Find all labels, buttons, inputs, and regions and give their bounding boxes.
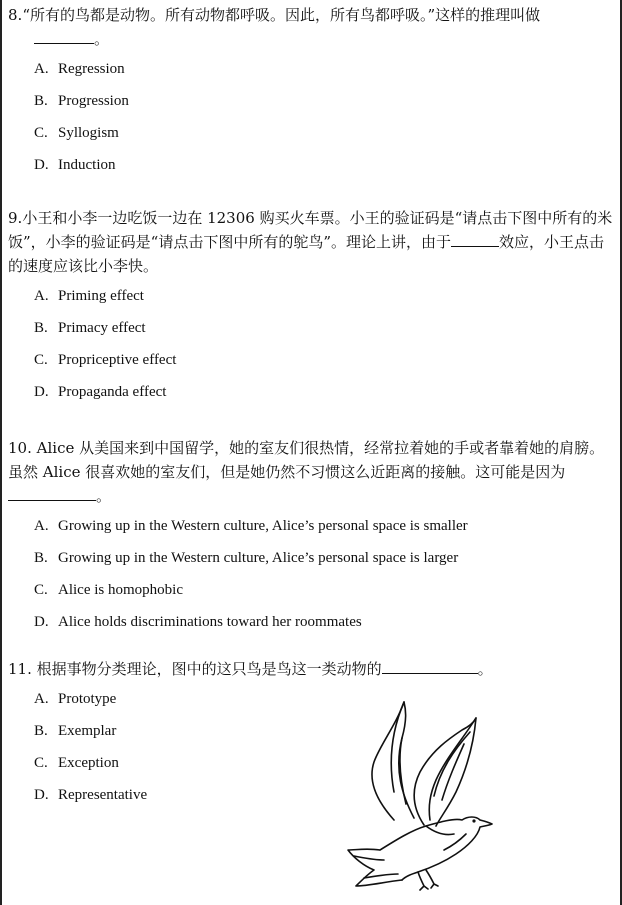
option-b[interactable] [8, 312, 614, 344]
option-text: Propaganda effect [58, 384, 167, 400]
question-number: 10. [8, 439, 32, 457]
option-text: Growing up in the Western culture, Alice’s personal space is smaller [58, 518, 468, 534]
option-text: Progression [58, 93, 129, 109]
option-text: Alice is homophobic [58, 582, 183, 598]
option-letter: C. [34, 352, 48, 368]
option-a[interactable] [8, 683, 614, 715]
option-letter: B. [34, 550, 48, 566]
options-list [8, 683, 614, 811]
option-a[interactable] [8, 280, 614, 312]
answer-blank[interactable] [451, 230, 499, 247]
stem-text: Alice 从美国来到中国留学，她的室友们很热情，经常拉着她的手或者靠着她的肩膀。虽然 Alice 很喜欢她的室友们，但是她仍然不习惯这么近距离的接触。这可能是因为 [8, 439, 605, 481]
question-number: 9. [8, 209, 23, 227]
option-d[interactable] [8, 606, 614, 638]
option-letter: B. [34, 723, 48, 739]
answer-blank[interactable] [34, 27, 94, 44]
option-text: Prototype [58, 691, 117, 707]
option-letter: D. [34, 787, 49, 803]
option-text: Representative [58, 787, 148, 803]
option-letter: D. [34, 384, 49, 400]
question-stem [8, 436, 614, 508]
option-letter: A. [34, 288, 49, 304]
option-letter: B. [34, 320, 48, 336]
question-number: 11. [8, 660, 32, 678]
option-letter: A. [34, 61, 49, 77]
dove-eye [472, 819, 475, 822]
option-b[interactable] [8, 542, 614, 574]
option-a[interactable] [8, 53, 614, 85]
option-d[interactable] [8, 149, 614, 181]
options-list [8, 510, 614, 638]
option-letter: D. [34, 157, 49, 173]
option-text: Induction [58, 157, 116, 173]
option-text: Regression [58, 61, 125, 77]
question-stem [8, 206, 614, 278]
option-a[interactable] [8, 510, 614, 542]
option-c[interactable] [8, 574, 614, 606]
option-text: Primacy effect [58, 320, 146, 336]
option-c[interactable] [8, 747, 614, 779]
stem-text-end: 效应，小王点击的速度应该比小李快。 [8, 233, 605, 275]
question-9 [8, 206, 614, 408]
stem-text: 小王和小李一边吃饭一边在 12306 购买火车票。小王的验证码是“请点击下图中所有的米饭”，小李的验证码是“请点击下图中所有的鸵鸟”。理论上讲，由于 [8, 209, 613, 251]
option-d[interactable] [8, 376, 614, 408]
stem-text-end: 。 [94, 30, 110, 48]
option-text: Exception [58, 755, 119, 771]
option-letter: D. [34, 614, 49, 630]
option-text: Alice holds discriminations toward her roommates [58, 614, 362, 630]
option-d[interactable] [8, 779, 614, 811]
option-c[interactable] [8, 344, 614, 376]
question-number: 8. [8, 6, 23, 24]
question-stem [8, 657, 614, 681]
stem-text: 根据事物分类理论，图中的这只鸟是鸟这一类动物的 [36, 660, 382, 678]
option-text: Syllogism [58, 125, 119, 141]
question-11 [8, 657, 614, 811]
option-letter: C. [34, 582, 48, 598]
option-letter: A. [34, 691, 49, 707]
option-letter: A. [34, 518, 49, 534]
option-text: Propriceptive effect [58, 352, 177, 368]
option-letter: B. [34, 93, 48, 109]
answer-blank[interactable] [382, 657, 478, 674]
question-stem [8, 3, 614, 51]
options-list [8, 53, 614, 181]
option-letter: C. [34, 125, 48, 141]
option-letter: C. [34, 755, 48, 771]
stem-text-end: 。 [477, 660, 493, 678]
options-list [8, 280, 614, 408]
question-8 [8, 3, 614, 181]
option-c[interactable] [8, 117, 614, 149]
question-10 [8, 436, 614, 638]
option-b[interactable] [8, 715, 614, 747]
option-text: Growing up in the Western culture, Alice’s personal space is larger [58, 550, 459, 566]
stem-text: “所有的鸟都是动物。所有动物都呼吸。因此，所有鸟都呼吸。”这样的推理叫做 [22, 6, 541, 24]
dove-illustration [344, 700, 496, 900]
option-text: Exemplar [58, 723, 117, 739]
answer-blank[interactable] [8, 484, 96, 501]
stem-text-end: 。 [96, 487, 112, 505]
option-b[interactable] [8, 85, 614, 117]
option-text: Priming effect [58, 288, 144, 304]
